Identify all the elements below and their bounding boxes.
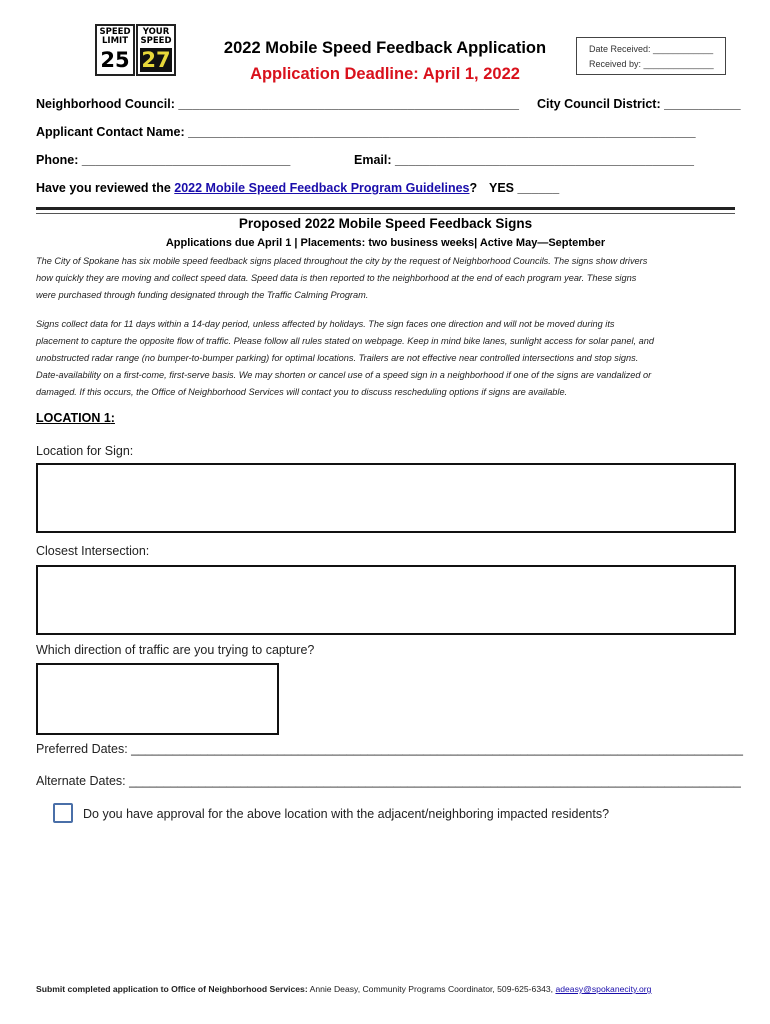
your-speed-sign — [136, 24, 176, 76]
guidelines-link[interactable]: 2022 Mobile Speed Feedback Program Guidelines — [174, 181, 470, 195]
email-field[interactable]: Email: ___________________________________________ — [354, 153, 694, 167]
speed-sign-logo — [95, 24, 177, 76]
speed-limit-number: 25 — [100, 48, 130, 72]
location-1-heading — [36, 411, 115, 425]
intro-line: The City of Spokane has six mobile speed feedback signs placed throughout the city by the request of Neighborhood Councils. The signs show drivers — [36, 256, 648, 266]
footer-email-link[interactable]: adeasy@spokanecity.org — [555, 984, 652, 994]
footer-submit-bold: Submit completed application to Office of Neighborhood Services: — [36, 984, 308, 994]
office-use-box — [576, 37, 726, 75]
rules-line: unobstructed radar range (no bumper-to-bumper parking) for optimal locations. Trailers are not effective near controlled intersections and stop signs. — [36, 353, 639, 363]
intro-line: were purchased through funding designated through the Traffic Calming Program. — [36, 290, 369, 300]
rules-line: Date-availability on a first-come, first-serve basis. We may shorten or cancel use of a speed sign in a neighborhood if one of the signs are vandalized or — [36, 370, 652, 380]
rules-line: damaged. If this occurs, the Office of Neighborhood Services will contact you to discuss rescheduling options if signs are available. — [36, 387, 568, 397]
your-speed-line1: YOUR — [142, 27, 170, 37]
traffic-direction-input[interactable] — [36, 663, 279, 735]
preferred-dates-field[interactable]: Preferred Dates: ________________________________________________________________________________________ — [36, 742, 743, 756]
your-speed-line2: SPEED — [140, 36, 172, 46]
closest-intersection-label: Closest Intersection: — [36, 544, 150, 558]
divider-thick — [36, 207, 735, 210]
speed-limit-line2: LIMIT — [102, 36, 128, 46]
footer-submit-info — [36, 984, 736, 994]
resident-approval-label: Do you have approval for the above location with the adjacent/neighboring impacted residents? — [83, 807, 610, 821]
resident-approval-checkbox[interactable] — [53, 803, 73, 823]
section-subtitle: Applications due April 1 | Placements: two business weeks| Active May—September — [165, 237, 606, 249]
rules-line: placement to capture the opposite flow of traffic. Please follow all rules stated on webpage. Keep in mind bike lanes, sunlight access for solar panel, and — [36, 336, 654, 346]
guidelines-prefix: Have you reviewed the — [36, 181, 175, 195]
closest-intersection-input[interactable] — [36, 565, 736, 635]
page-title: 2022 Mobile Speed Feedback Application — [223, 39, 547, 57]
divider-thin — [36, 213, 735, 214]
guidelines-question — [36, 181, 477, 195]
footer-contact-text: Annie Deasy, Community Programs Coordinator, 509-625-6343, — [307, 984, 556, 994]
rules-paragraph — [36, 316, 736, 401]
intro-line: how quickly they are moving and collect speed data. Speed data is then reported to the neighborhood at the end of each program year. These signs — [36, 273, 637, 283]
location-heading-colon: : — [110, 411, 115, 425]
neighborhood-council-field[interactable]: Neighborhood Council: _________________________________________________ — [36, 97, 519, 111]
guidelines-suffix: ? — [469, 181, 478, 195]
speed-limit-sign — [95, 24, 135, 76]
received-by-field[interactable]: Received by: ______________ — [589, 59, 714, 69]
phone-field[interactable]: Phone: ______________________________ — [36, 153, 291, 167]
intro-paragraph — [36, 253, 736, 304]
location-for-sign-label: Location for Sign: — [36, 444, 134, 458]
speed-limit-line1: SPEED — [99, 27, 131, 37]
your-speed-number: 27 — [141, 48, 171, 72]
application-deadline: Application Deadline: April 1, 2022 — [250, 65, 520, 83]
location-heading-text: LOCATION 1 — [36, 411, 111, 425]
applicant-contact-name-field[interactable]: Applicant Contact Name: _________________________________________________________________________ — [36, 125, 696, 139]
date-received-field[interactable]: Date Received: ____________ — [589, 44, 714, 54]
guidelines-yes-field[interactable]: YES ______ — [489, 181, 560, 195]
location-for-sign-input[interactable] — [36, 463, 736, 533]
section-title: Proposed 2022 Mobile Speed Feedback Signs — [238, 216, 533, 231]
rules-line: Signs collect data for 11 days within a 14-day period, unless affected by holidays. The sign faces one direction and will not be moved during its — [36, 319, 615, 329]
traffic-direction-label: Which direction of traffic are you trying to capture? — [36, 643, 315, 657]
alternate-dates-field[interactable]: Alternate Dates: ________________________________________________________________________________________ — [36, 774, 741, 788]
city-council-district-field[interactable]: City Council District: ___________ — [537, 97, 741, 111]
